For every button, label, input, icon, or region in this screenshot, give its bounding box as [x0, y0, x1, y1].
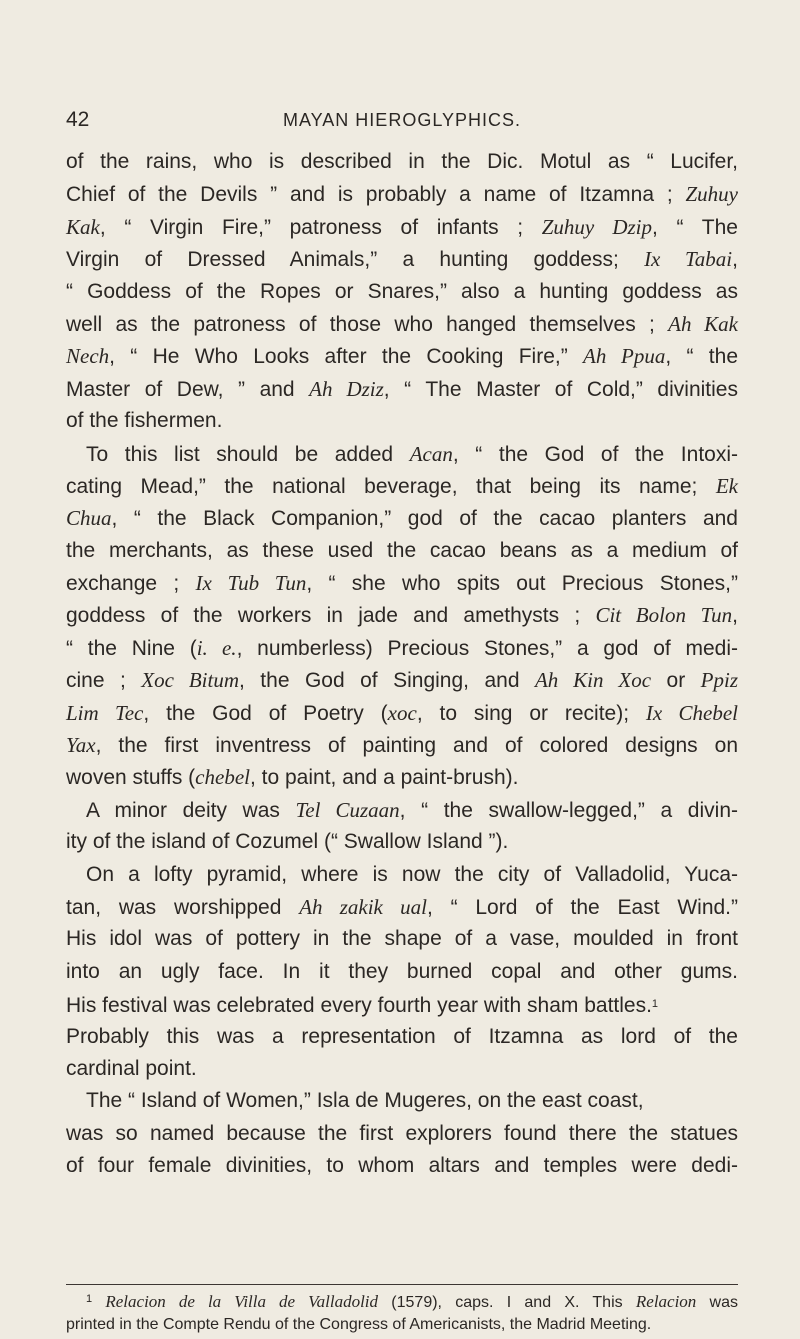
- text-line: [66, 826, 738, 858]
- text-line: [66, 632, 738, 664]
- text-line: [66, 956, 738, 988]
- footnote-line: [66, 1312, 738, 1338]
- text-line: [66, 923, 738, 955]
- text-segment: , “ the Black Companion,” god of the cacao planters and: [111, 507, 738, 531]
- text-segment: ,: [732, 604, 738, 628]
- italic-text: Ah Kak: [668, 311, 738, 336]
- italic-text: Ix Chebel: [645, 700, 739, 725]
- text-line: [66, 535, 738, 567]
- text-segment: was: [696, 1294, 739, 1311]
- text-line: [66, 1053, 738, 1085]
- text-segment: , “ the: [665, 345, 738, 369]
- text-line: [66, 470, 738, 502]
- text-line: [66, 373, 738, 405]
- text-line: [66, 502, 738, 534]
- text-segment: woven stuffs (: [66, 766, 196, 790]
- text-line: [66, 988, 738, 1020]
- text-segment: “ the Nine (: [66, 636, 197, 660]
- text-segment: Chief of the Devils ” and is probably a name of Itzamna ;: [66, 183, 686, 207]
- italic-text: Zuhuy Dzip: [541, 214, 653, 239]
- italic-text: Ix Tub Tun: [195, 571, 307, 596]
- italic-text: i. e.: [196, 635, 237, 660]
- text-line: [66, 729, 738, 761]
- text-segment: was so named because the first explorers found there the statues: [66, 1121, 738, 1145]
- text-segment: , to sing or recite);: [416, 701, 646, 725]
- text-segment: of four female divinities, to whom altars and temples were dedi-: [66, 1154, 738, 1178]
- text-segment: printed in the Compte Rendu of the Congress of Americanists, the Madrid Meeting.: [66, 1316, 652, 1333]
- text-segment: A minor deity was: [86, 798, 296, 822]
- footnote: [66, 1286, 738, 1338]
- running-head: MAYAN HIEROGLYPHICS.: [282, 110, 522, 130]
- text-segment: , the first inventress of painting and of colored designs on: [95, 734, 738, 758]
- text-segment: cardinal point.: [66, 1056, 197, 1080]
- text-segment: of the fishermen.: [66, 409, 223, 433]
- italic-text: Cit Bolon Tun: [595, 603, 733, 628]
- footnote-marker: 1: [86, 1293, 93, 1305]
- text-line: [66, 1118, 738, 1150]
- text-segment: of the rains, who is described in the Dic. Motul as “ Lucifer,: [66, 150, 738, 173]
- text-segment: cine ;: [66, 669, 142, 693]
- text-segment: into an ugly face. In it they burned copal and other gums.: [66, 959, 738, 983]
- text-line: [66, 340, 738, 372]
- text-line: [66, 1150, 738, 1182]
- italic-text: Kak: [66, 214, 100, 239]
- text-segment: Probably this was a representation of Itzamna as lord of the: [66, 1024, 738, 1048]
- text-line: [66, 243, 738, 275]
- text-line: [66, 859, 738, 891]
- italic-text: Ah Ppua: [583, 344, 666, 369]
- text-line: [66, 891, 738, 923]
- main-text: [66, 146, 738, 1183]
- italic-text: Relacion: [635, 1292, 697, 1311]
- text-segment: goddess of the workers in jade and amethysts ;: [66, 604, 596, 628]
- text-segment: cating Mead,” the national beverage, that being its name;: [66, 474, 716, 498]
- italic-text: Nech: [66, 344, 110, 369]
- text-segment: On a lofty pyramid, where is now the city of Valladolid, Yuca-: [86, 862, 738, 886]
- text-segment: tan, was worshipped: [66, 895, 300, 919]
- italic-text: Acan: [409, 441, 453, 466]
- text-segment: , “ He Who Looks after the Cooking Fire,”: [109, 345, 583, 369]
- text-segment: To this list should be added: [86, 442, 410, 466]
- text-segment: the merchants, as these used the cacao beans as a medium of: [66, 538, 738, 562]
- text-line: [66, 405, 738, 437]
- text-line: [66, 146, 738, 178]
- italic-text: Zuhuy: [685, 182, 738, 207]
- italic-text: Lim Tec: [66, 700, 144, 725]
- text-segment: , the God of Singing, and: [239, 669, 535, 693]
- text-line: [66, 664, 738, 696]
- text-segment: “ Goddess of the Ropes or Snares,” also a hunting goddess as: [66, 279, 738, 303]
- footnote-rule: [66, 1284, 738, 1285]
- text-segment: , “ she who spits out Precious Stones,”: [306, 572, 738, 596]
- text-segment: , “ The Master of Cold,” divinities: [383, 377, 738, 401]
- text-line: [66, 1021, 738, 1053]
- italic-text: Ek: [715, 473, 738, 498]
- text-segment: , the God of Poetry (: [143, 701, 388, 725]
- text-segment: His idol was of pottery in the shape of a vase, moulded in front: [66, 927, 738, 951]
- text-line: [66, 599, 738, 631]
- page-number: 42: [66, 108, 90, 131]
- italic-text: xoc: [387, 700, 417, 725]
- text-segment: well as the patroness of those who hanged themselves ;: [66, 312, 669, 336]
- italic-text: Ah zakik ual: [299, 894, 427, 919]
- text-line: [66, 697, 738, 729]
- text-segment: ity of the island of Cozumel (“ Swallow Island ”).: [66, 830, 509, 854]
- text-line: [66, 308, 738, 340]
- text-segment: , to paint, and a paint-brush).: [249, 766, 519, 790]
- text-line: [66, 1085, 738, 1117]
- text-segment: , “ the swallow-legged,” a divin-: [399, 798, 738, 822]
- italic-text: Relacion de la Villa de Valladolid: [105, 1292, 379, 1311]
- text-line: [66, 438, 738, 470]
- text-segment: exchange ;: [66, 572, 196, 596]
- footnote-marker: 1: [651, 998, 659, 1011]
- page-header: [66, 108, 738, 138]
- text-line: [66, 211, 738, 243]
- text-segment: , “ Lord of the East Wind.”: [426, 895, 739, 919]
- italic-text: Chua: [66, 506, 112, 531]
- text-segment: , numberless) Precious Stones,” a god of medi-: [236, 636, 739, 660]
- italic-text: Ppiz: [700, 668, 739, 693]
- text-segment: (1579), caps. I and X. This: [378, 1294, 636, 1311]
- text-line: [66, 178, 738, 210]
- text-segment: His festival was celebrated every fourth year with sham battles.: [66, 994, 652, 1018]
- text-segment: ,: [732, 248, 738, 272]
- text-line: [66, 794, 738, 826]
- text-segment: The “ Island of Women,” Isla de Mugeres, on the east coast,: [86, 1089, 644, 1113]
- italic-text: Yax: [66, 733, 96, 758]
- italic-text: chebel: [195, 765, 250, 790]
- italic-text: Tel Cuzaan: [295, 797, 400, 822]
- text-line: [66, 276, 738, 308]
- text-segment: , “ the God of the Intoxi-: [452, 442, 738, 466]
- text-segment: Virgin of Dressed Animals,” a hunting goddess;: [66, 248, 645, 272]
- text-segment: Master of Dew, ” and: [66, 377, 310, 401]
- italic-text: Ix Tabai: [644, 247, 733, 272]
- text-line: [66, 761, 738, 793]
- italic-text: Ah Kin Xoc: [534, 668, 652, 693]
- italic-text: Ah Dziz: [309, 376, 384, 401]
- text-segment: , “ The: [652, 215, 738, 239]
- footnote-line: [66, 1286, 738, 1312]
- text-segment: , “ Virgin Fire,” patroness of infants ;: [99, 215, 542, 239]
- text-segment: or: [651, 669, 701, 693]
- text-line: [66, 567, 738, 599]
- italic-text: Xoc Bitum: [141, 668, 239, 693]
- text-segment: [92, 1294, 105, 1311]
